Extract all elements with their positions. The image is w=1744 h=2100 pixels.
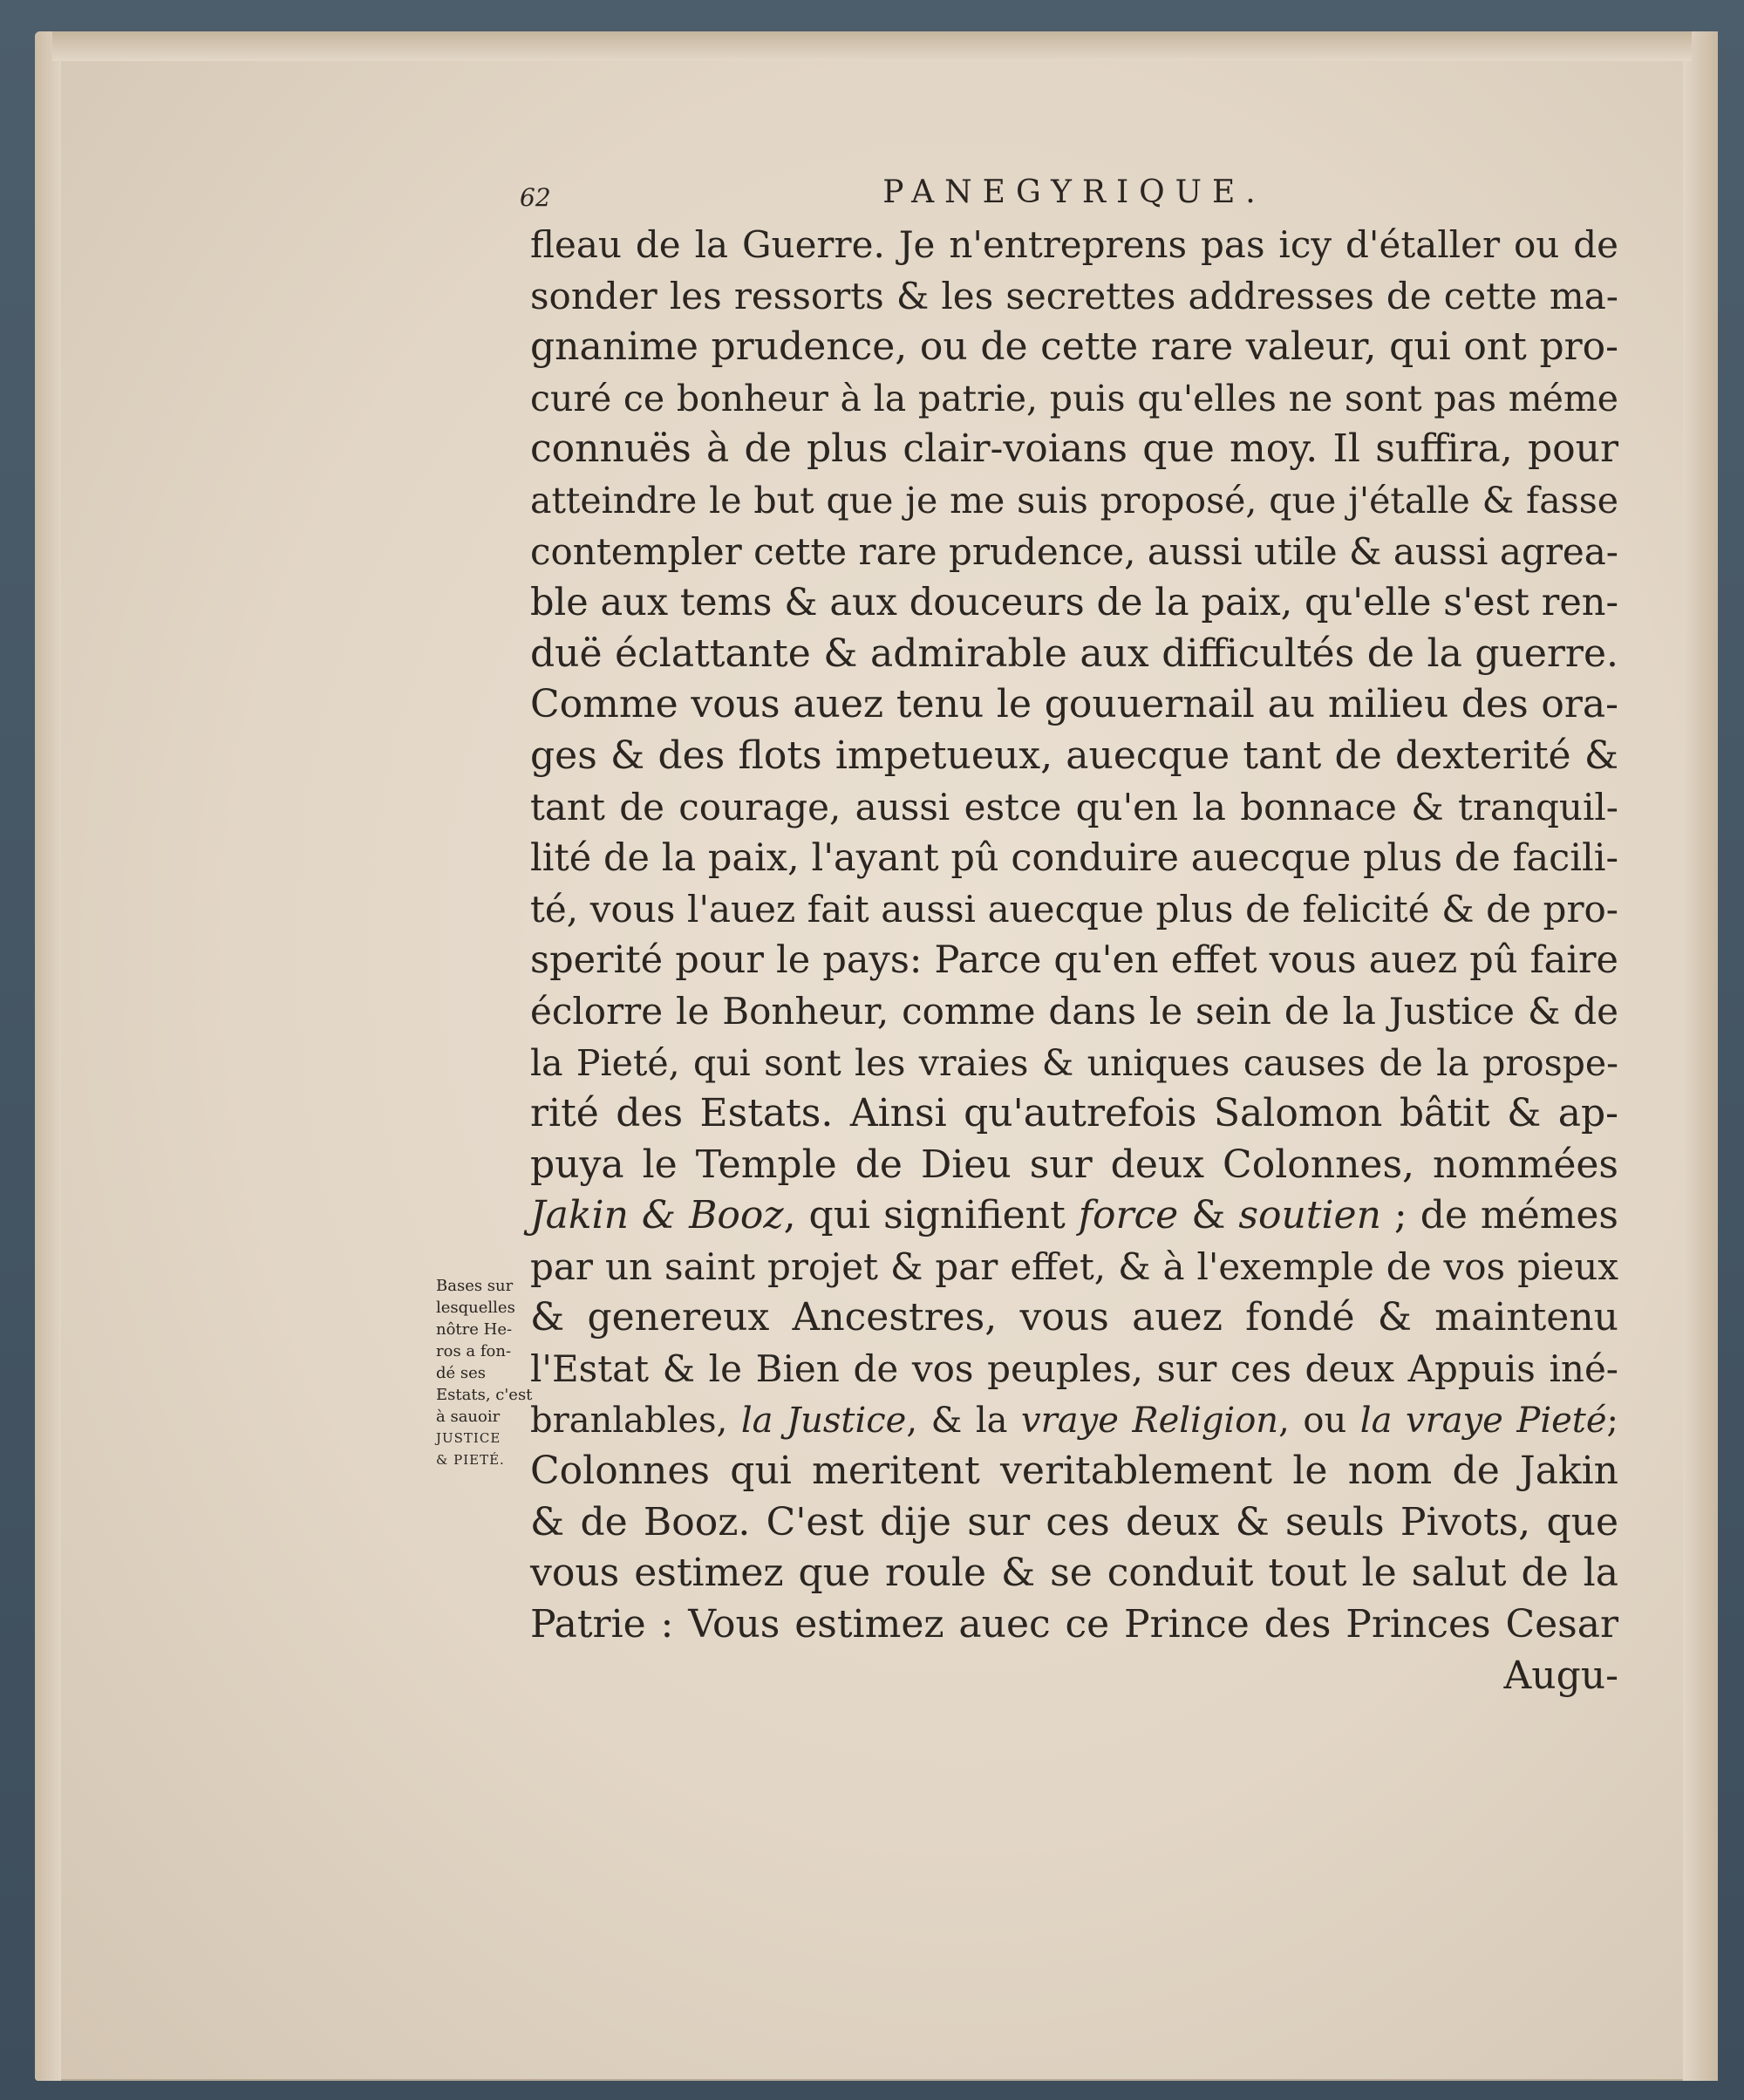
italic-text: Jakin & Booz: [530, 1193, 784, 1238]
page-edge-left: [35, 31, 61, 2081]
margin-note-line: JUSTICE: [436, 1430, 501, 1446]
margin-note-line: à sauoir: [436, 1408, 501, 1426]
body-text: branlables,: [530, 1400, 741, 1441]
body-line: curé ce bonheur à la patrie, puis qu'elles ne sont pas méme: [530, 377, 1618, 419]
italic-text: la vraye Pieté: [1359, 1400, 1607, 1441]
body-line: par un saint projet & par effet, & à l'exemple de vos pieux: [530, 1244, 1618, 1288]
margin-note-line: Bases sur: [436, 1277, 514, 1295]
body-line: ble aux tems & aux douceurs de la paix, qu'elle s'est ren-: [530, 581, 1618, 625]
body-line: tant de courage, aussi estce qu'en la bonnace & tranquil-: [530, 785, 1618, 828]
body-line: Colonnes qui meritent veritablement le nom de Jakin: [530, 1449, 1618, 1494]
margin-note-line: lesquelles: [436, 1299, 515, 1317]
body-text: , ou: [1278, 1400, 1360, 1441]
body-text: , & la: [906, 1400, 1022, 1441]
margin-note: [436, 1275, 539, 1471]
body-line: l'Estat & le Bien de vos peuples, sur ces deux Appuis iné-: [530, 1347, 1618, 1391]
running-title: PANEGYRIQUE.: [882, 174, 1266, 210]
body-line: fleau de la Guerre. Je n'entreprens pas icy d'étaller ou de: [530, 223, 1618, 266]
body-line: éclorre le Bonheur, comme dans le sein de la Justice & de: [530, 989, 1618, 1033]
body-line: duë éclattante & admirable aux difficultés de la guerre.: [530, 631, 1618, 676]
body-line: & de Booz. C'est dije sur ces deux & seuls Pivots, que: [530, 1499, 1618, 1544]
body-text: &: [1178, 1193, 1239, 1238]
body-line: connuës à de plus clair-voians que moy. Il suffira, pour: [530, 426, 1618, 472]
body-line: la Pieté, qui sont les vraies & uniques causes de la prospe-: [530, 1041, 1618, 1084]
body-line: ges & des flots impetueux, auecque tant de dexterité &: [530, 733, 1618, 778]
body-line: rité des Estats. Ainsi qu'autrefois Salomon bâtit & ap-: [530, 1091, 1618, 1136]
body-text: ; de mémes: [1380, 1193, 1619, 1238]
body-line: Patrie : Vous estimez auec ce Prince des Princes Cesar: [530, 1602, 1618, 1647]
body-line: contempler cette rare prudence, aussi utile & aussi agrea-: [530, 529, 1618, 573]
margin-note-line: Estats, c'est: [436, 1386, 533, 1404]
body-text: , qui signifient: [783, 1193, 1079, 1238]
body-line: té, vous l'auez fait aussi auecque plus de felicité & de pro-: [530, 887, 1618, 931]
body-line: & genereux Ancestres, vous auez fondé & maintenu: [530, 1295, 1618, 1340]
margin-note-line: & PIETÉ.: [436, 1452, 505, 1468]
margin-note-line: ros a fon-: [436, 1342, 512, 1360]
catchword: Augu-: [1503, 1653, 1618, 1698]
italic-text: force: [1078, 1193, 1179, 1238]
body-line: puya le Temple de Dieu sur deux Colonnes, nommées: [530, 1142, 1618, 1187]
body-line: atteindre le but que je me suis proposé, que j'étalle & fasse: [530, 479, 1618, 522]
body-line: gnanime prudence, ou de cette rare valeur, qui ont pro-: [530, 324, 1618, 370]
text-block: [520, 171, 1619, 1701]
italic-text: la Justice: [740, 1400, 907, 1441]
body-line: sonder les ressorts & les secrettes addresses de cette ma-: [530, 274, 1618, 317]
body-line: [530, 1190, 1618, 1242]
margin-note-line: nôtre He-: [436, 1320, 513, 1339]
italic-text: vraye Religion: [1021, 1400, 1279, 1441]
running-head: [520, 171, 1618, 220]
page-number: 62: [520, 183, 551, 212]
body-line: vous estimez que roule & se conduit tout le salut de la: [530, 1551, 1618, 1596]
body-line: Comme vous auez tenu le gouuernail au milieu des ora-: [530, 682, 1618, 727]
body-line: [530, 1395, 1618, 1447]
margin-note-line: dé ses: [436, 1364, 487, 1382]
italic-text: soutien: [1238, 1193, 1381, 1238]
body-line: sperité pour le pays: Parce qu'en effet vous auez pû faire: [530, 938, 1618, 983]
page-edge-right: [1683, 31, 1718, 2081]
body-line: lité de la paix, l'ayant pû conduire auecque plus de facili-: [530, 836, 1618, 881]
page-edge-top: [52, 31, 1692, 61]
body-text: ;: [1606, 1400, 1619, 1441]
